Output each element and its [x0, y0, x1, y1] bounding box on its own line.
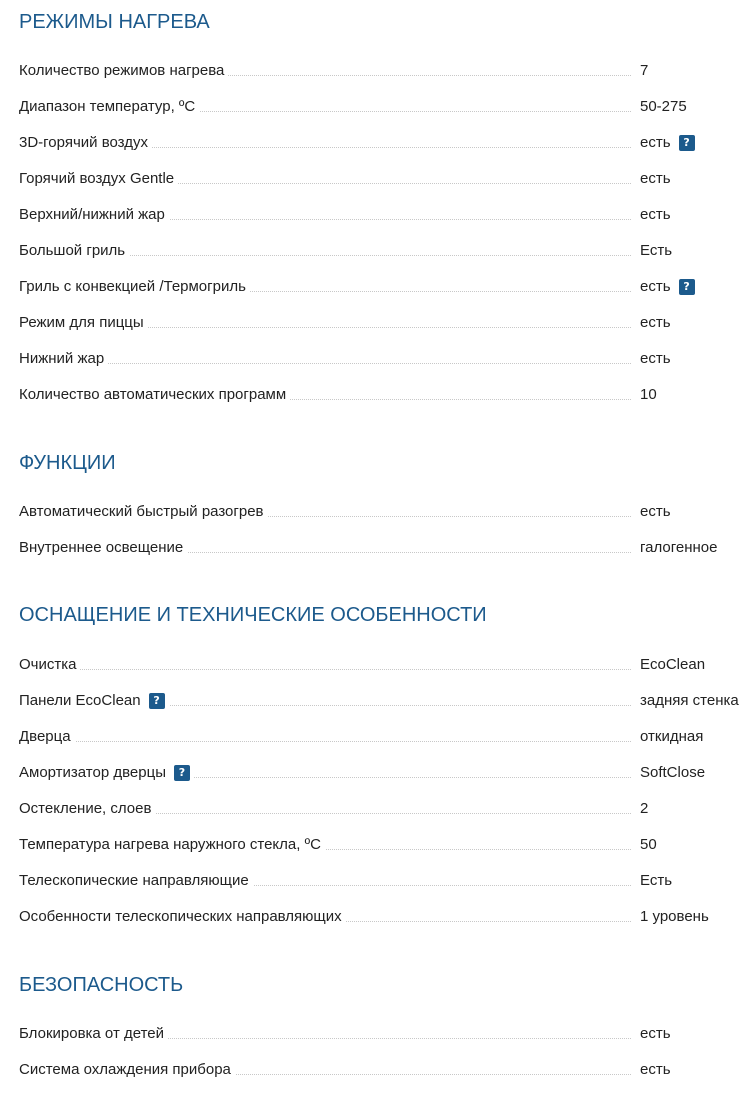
spec-value: 10 [640, 386, 657, 403]
spec-value: EcoClean [640, 656, 706, 673]
dotted-leader [19, 741, 631, 742]
spec-label: Количество режимов нагрева [19, 61, 228, 81]
spec-row [0, 205, 746, 241]
spec-label: 3D-горячий воздух [19, 133, 152, 153]
spec-label: Горячий воздух Gentle [19, 169, 178, 189]
spec-label: Нижний жар [19, 349, 108, 369]
spec-value: есть [640, 503, 671, 520]
spec-row [0, 241, 746, 277]
spec-row [0, 61, 746, 97]
spec-label: Автоматический быстрый разогрев [19, 502, 268, 522]
spec-row [0, 385, 746, 421]
spec-label: Блокировка от детей [19, 1024, 168, 1044]
section-title: ФУНКЦИИ [19, 452, 116, 474]
dotted-leader [19, 669, 631, 670]
spec-value: галогенное [640, 539, 718, 556]
section-title: ОСНАЩЕНИЕ И ТЕХНИЧЕСКИЕ ОСОБЕННОСТИ [19, 604, 487, 626]
spec-label: Особенности телескопических направляющих [19, 907, 346, 927]
spec-value: есть [640, 1061, 671, 1078]
spec-row [0, 349, 746, 385]
spec-label: Режим для пиццы [19, 313, 148, 333]
spec-value: 50 [640, 836, 657, 853]
spec-row [0, 538, 746, 574]
spec-value: 50-275 [640, 98, 687, 115]
spec-label: Температура нагрева наружного стекла, ºC [19, 835, 325, 855]
spec-row [0, 691, 746, 727]
spec-label: Амортизатор дверцы ? [19, 763, 194, 783]
spec-row [0, 763, 746, 799]
spec-row [0, 97, 746, 133]
help-icon[interactable]: ? [679, 135, 695, 151]
spec-value: есть [640, 170, 671, 187]
spec-label: Большой гриль [19, 241, 129, 261]
spec-value: откидная [640, 728, 704, 745]
spec-label: Телескопические направляющие [19, 871, 253, 891]
spec-value: есть [640, 314, 671, 331]
spec-row [0, 1060, 746, 1096]
section-title: РЕЖИМЫ НАГРЕВА [19, 11, 210, 33]
help-icon[interactable]: ? [149, 693, 165, 709]
spec-value: есть [640, 350, 671, 367]
spec-label: Гриль с конвекцией /Термогриль [19, 277, 250, 297]
spec-value: Есть [640, 872, 673, 889]
spec-value: 2 [640, 800, 649, 817]
spec-row [0, 907, 746, 943]
spec-label: Количество автоматических программ [19, 385, 290, 405]
spec-value: 7 [640, 62, 649, 79]
spec-value: есть [640, 206, 671, 223]
section-title: БЕЗОПАСНОСТЬ [19, 974, 184, 996]
spec-row [0, 727, 746, 763]
spec-value: 1 уровень [640, 908, 709, 925]
spec-value: есть [640, 1025, 671, 1042]
spec-value: SoftClose [640, 764, 706, 781]
spec-value: есть ? [640, 133, 695, 153]
spec-row [0, 169, 746, 205]
spec-label: Диапазон температур, ºC [19, 97, 199, 117]
spec-value: задняя стенка [640, 692, 739, 709]
spec-row [0, 799, 746, 835]
spec-label: Очистка [19, 655, 80, 675]
spec-label: Панели EcoClean ? [19, 691, 169, 711]
spec-row [0, 655, 746, 691]
spec-row [0, 835, 746, 871]
spec-label: Дверца [19, 727, 75, 747]
spec-value: есть ? [640, 277, 695, 297]
spec-value: Есть [640, 242, 673, 259]
spec-label: Внутреннее освещение [19, 538, 187, 558]
spec-label: Остекление, слоев [19, 799, 155, 819]
spec-row [0, 313, 746, 349]
help-icon[interactable]: ? [174, 765, 190, 781]
spec-row [0, 871, 746, 907]
spec-label: Система охлаждения прибора [19, 1060, 235, 1080]
spec-label: Верхний/нижний жар [19, 205, 169, 225]
help-icon[interactable]: ? [679, 279, 695, 295]
spec-row [0, 502, 746, 538]
spec-row [0, 1024, 746, 1060]
spec-row [0, 133, 746, 169]
spec-row [0, 277, 746, 313]
dotted-leader [19, 363, 631, 364]
